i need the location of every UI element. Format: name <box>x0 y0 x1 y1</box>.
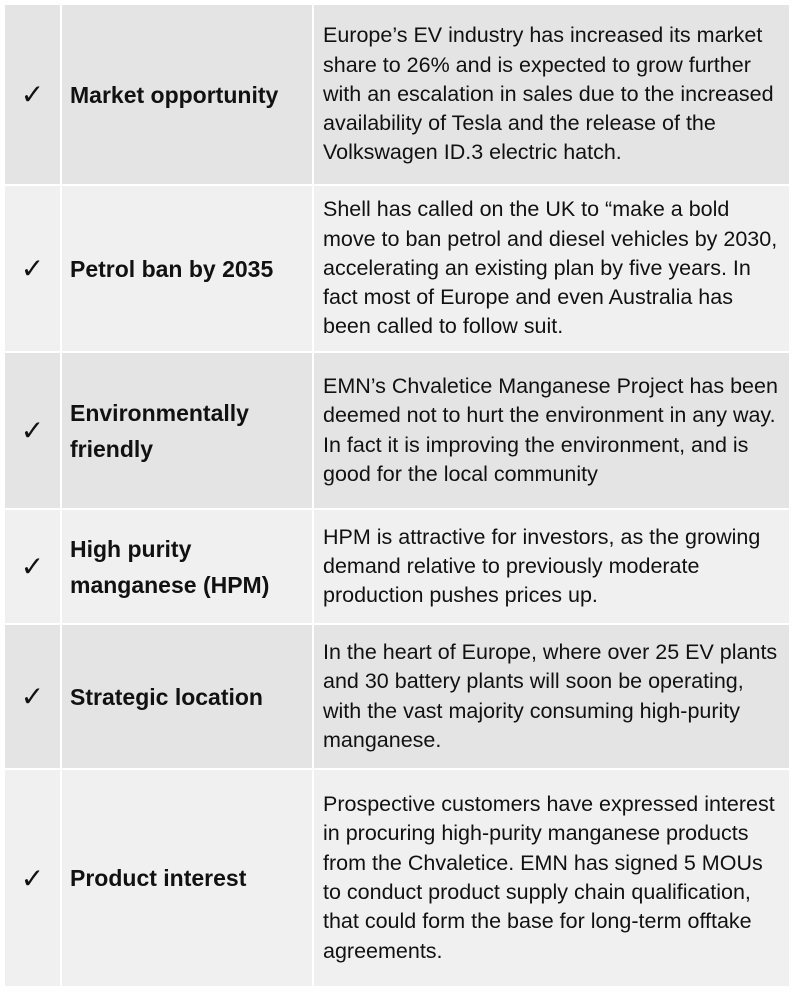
feature-label: Petrol ban by 2035 <box>61 185 313 352</box>
table-row <box>4 185 790 352</box>
feature-description: Europe’s EV industry has increased its market share to 26% and is expected to grow further with an escalation in sales due to the increased availability of Tesla and the release of the Volkswagen ID.3 electric hatch. <box>313 4 790 185</box>
feature-label: Product interest <box>61 769 313 987</box>
advantages-table <box>3 3 791 988</box>
table-row <box>4 769 790 987</box>
table-row <box>4 352 790 509</box>
feature-description: Prospective customers have expressed interest in procuring high-purity manganese products from the Chvaletice. EMN has signed 5 MOUs to conduct product supply chain qualification, that could form the base for long-term offtake agreements. <box>313 769 790 987</box>
check-icon: ✓ <box>4 769 61 987</box>
check-icon: ✓ <box>4 509 61 624</box>
feature-description: HPM is attractive for investors, as the growing demand relative to previously moderate production pushes prices up. <box>313 509 790 624</box>
check-icon: ✓ <box>4 4 61 185</box>
table-row <box>4 624 790 769</box>
feature-description: In the heart of Europe, where over 25 EV plants and 30 battery plants will soon be operating, with the vast majority consuming high-purity manganese. <box>313 624 790 769</box>
check-icon: ✓ <box>4 185 61 352</box>
feature-label: Market opportunity <box>61 4 313 185</box>
table-row <box>4 4 790 185</box>
feature-label: Environmentally friendly <box>61 352 313 509</box>
feature-description: EMN’s Chvaletice Manganese Project has been deemed not to hurt the environment in any way. In fact it is improving the environment, and is good for the local community <box>313 352 790 509</box>
feature-label: Strategic location <box>61 624 313 769</box>
check-icon: ✓ <box>4 624 61 769</box>
table-row <box>4 509 790 624</box>
feature-description: Shell has called on the UK to “make a bold move to ban petrol and diesel vehicles by 2030, accelerating an existing plan by five years. In fact most of Europe and even Australia has been called to follow suit. <box>313 185 790 352</box>
feature-label: High purity manganese (HPM) <box>61 509 313 624</box>
check-icon: ✓ <box>4 352 61 509</box>
